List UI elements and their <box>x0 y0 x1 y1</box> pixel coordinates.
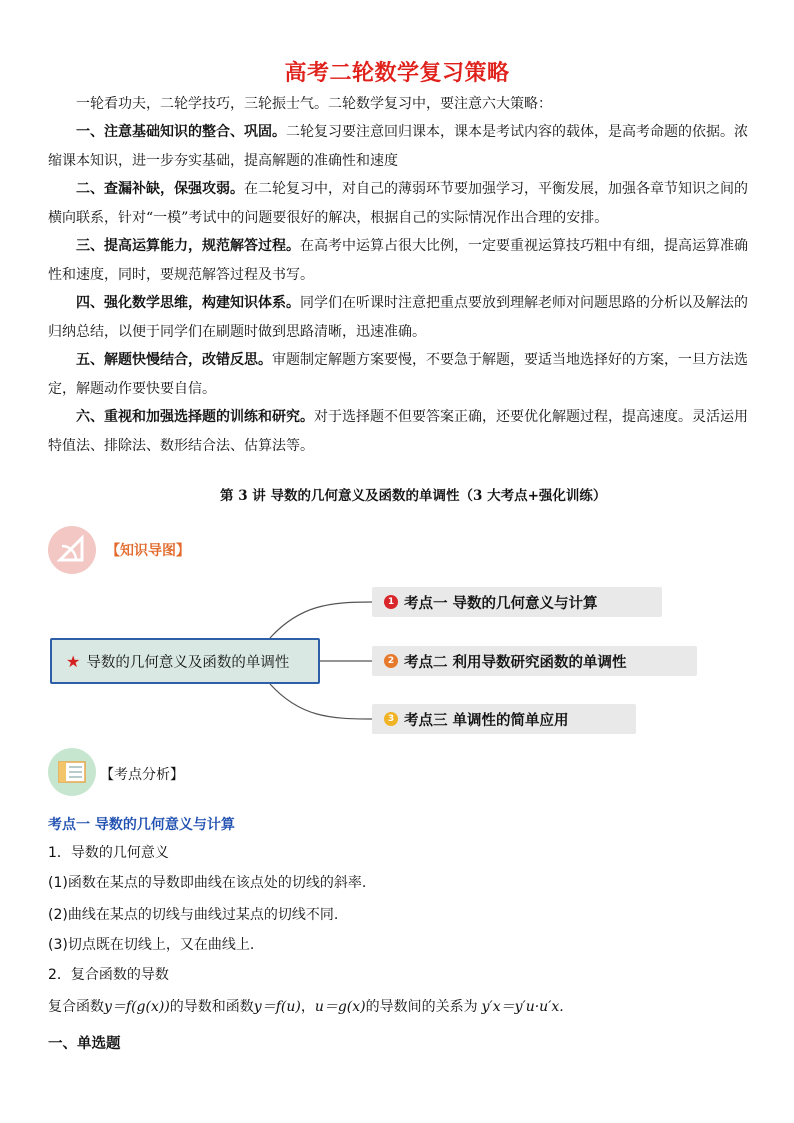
section-title: 一、单选题 <box>48 1036 121 1052</box>
key-point-1-title: 考点一 导数的几何意义与计算 <box>48 817 235 833</box>
mindmap-node-1-text: 考点一 导数的几何意义与计算 <box>404 594 598 612</box>
composite-mid2: 的导数间的关系为 <box>365 999 478 1015</box>
lecture-title: 第 3 讲 导数的几何意义及函数的单调性（3 大考点+强化训练） <box>220 488 607 504</box>
strategy-4-body: 同学们在听课时注意把重点要放到理解老师对问题思路的分析以及解法的归纳总结，以便于同学们在刷题时做到思路清晰，迅速准确。 <box>48 295 748 340</box>
knowledge-map-label: 【知识导图】 <box>106 543 190 559</box>
mindmap-node-1 <box>372 587 662 617</box>
composite-eq3: u＝g(x) <box>314 999 366 1015</box>
number-1-icon: 1 <box>384 595 398 609</box>
mindmap-node-3 <box>372 704 636 734</box>
intro-paragraph: 一轮看功夫，二轮学技巧，三轮振士气。二轮数学复习中，要注意六大策略： <box>76 96 552 112</box>
star-icon: ★ <box>66 651 81 671</box>
analysis-label: 【考点分析】 <box>100 767 184 783</box>
number-2-icon: 2 <box>384 654 398 668</box>
strategy-2-head: 二、查漏补缺，保强攻弱。 <box>76 181 244 197</box>
strategy-2-body: 在二轮复习中，对自己的薄弱环节要加强学习，平衡发展，加强各章节知识之间的横向联系，针对“一模”考试中的问题要很好的解决，根据自己的实际情况作出合理的安排。 <box>48 181 748 226</box>
mindmap-node-2 <box>372 646 697 676</box>
composite-eq2: y＝f(u) <box>253 999 301 1015</box>
notebook-icon <box>48 748 96 796</box>
strategy-5-head: 五、解题快慢结合，改错反思。 <box>76 352 272 368</box>
mindmap-node-3-text: 考点三 单调性的简单应用 <box>404 711 569 729</box>
composite-formula: y′x＝y′u·u′x. <box>481 999 564 1015</box>
strategy-1-body: 二轮复习要注意回归课本，课本是考试内容的载体，是高考命题的依据。浓缩课本知识，进一步夯实基础，提高解题的准确性和速度 <box>48 124 748 169</box>
number-3-icon: 3 <box>384 712 398 726</box>
composite-prefix: 复合函数 <box>48 999 104 1015</box>
item-1: 1．导数的几何意义 <box>48 845 169 861</box>
composite-sep: ， <box>300 999 315 1015</box>
analysis-badge <box>48 748 96 796</box>
composite-derivative-line <box>48 996 564 1016</box>
mindmap-center-node <box>50 638 320 684</box>
item-1-2: (2)曲线在某点的切线与曲线过某点的切线不同. <box>48 907 339 923</box>
strategy-1-head: 一、注意基础知识的整合、巩固。 <box>76 124 286 140</box>
composite-mid1: 的导数和函数 <box>169 999 254 1015</box>
page-title: 高考二轮数学复习策略 <box>284 61 510 86</box>
strategy-4-head: 四、强化数学思维，构建知识体系。 <box>76 295 300 311</box>
item-2: 2．复合函数的导数 <box>48 967 169 983</box>
strategy-6-head: 六、重视和加强选择题的训练和研究。 <box>76 409 314 425</box>
mindmap-node-2-text: 考点二 利用导数研究函数的单调性 <box>404 653 627 671</box>
item-1-3: (3)切点既在切线上，又在曲线上. <box>48 937 255 953</box>
strategy-5-body: 审题制定解题方案要慢，不要急于解题，要适当地选择好的方案，一旦方法选定，解题动作要快要自信。 <box>48 352 748 397</box>
strategy-3-head: 三、提高运算能力，规范解答过程。 <box>76 238 300 254</box>
mindmap-center-text: 导数的几何意义及函数的单调性 <box>86 654 290 671</box>
composite-eq1: y＝f(g(x)) <box>104 999 170 1015</box>
item-1-1: (1)函数在某点的导数即曲线在该点处的切线的斜率. <box>48 875 367 891</box>
strategy-3-body: 在高考中运算占很大比例，一定要重视运算技巧粗中有细，提高运算准确性和速度，同时，要规范解答过程及书写。 <box>48 238 748 283</box>
strategy-6-body: 对于选择题不但要答案正确，还要优化解题过程，提高速度。灵活运用特值法、排除法、数形结合法、估算法等。 <box>48 409 748 454</box>
